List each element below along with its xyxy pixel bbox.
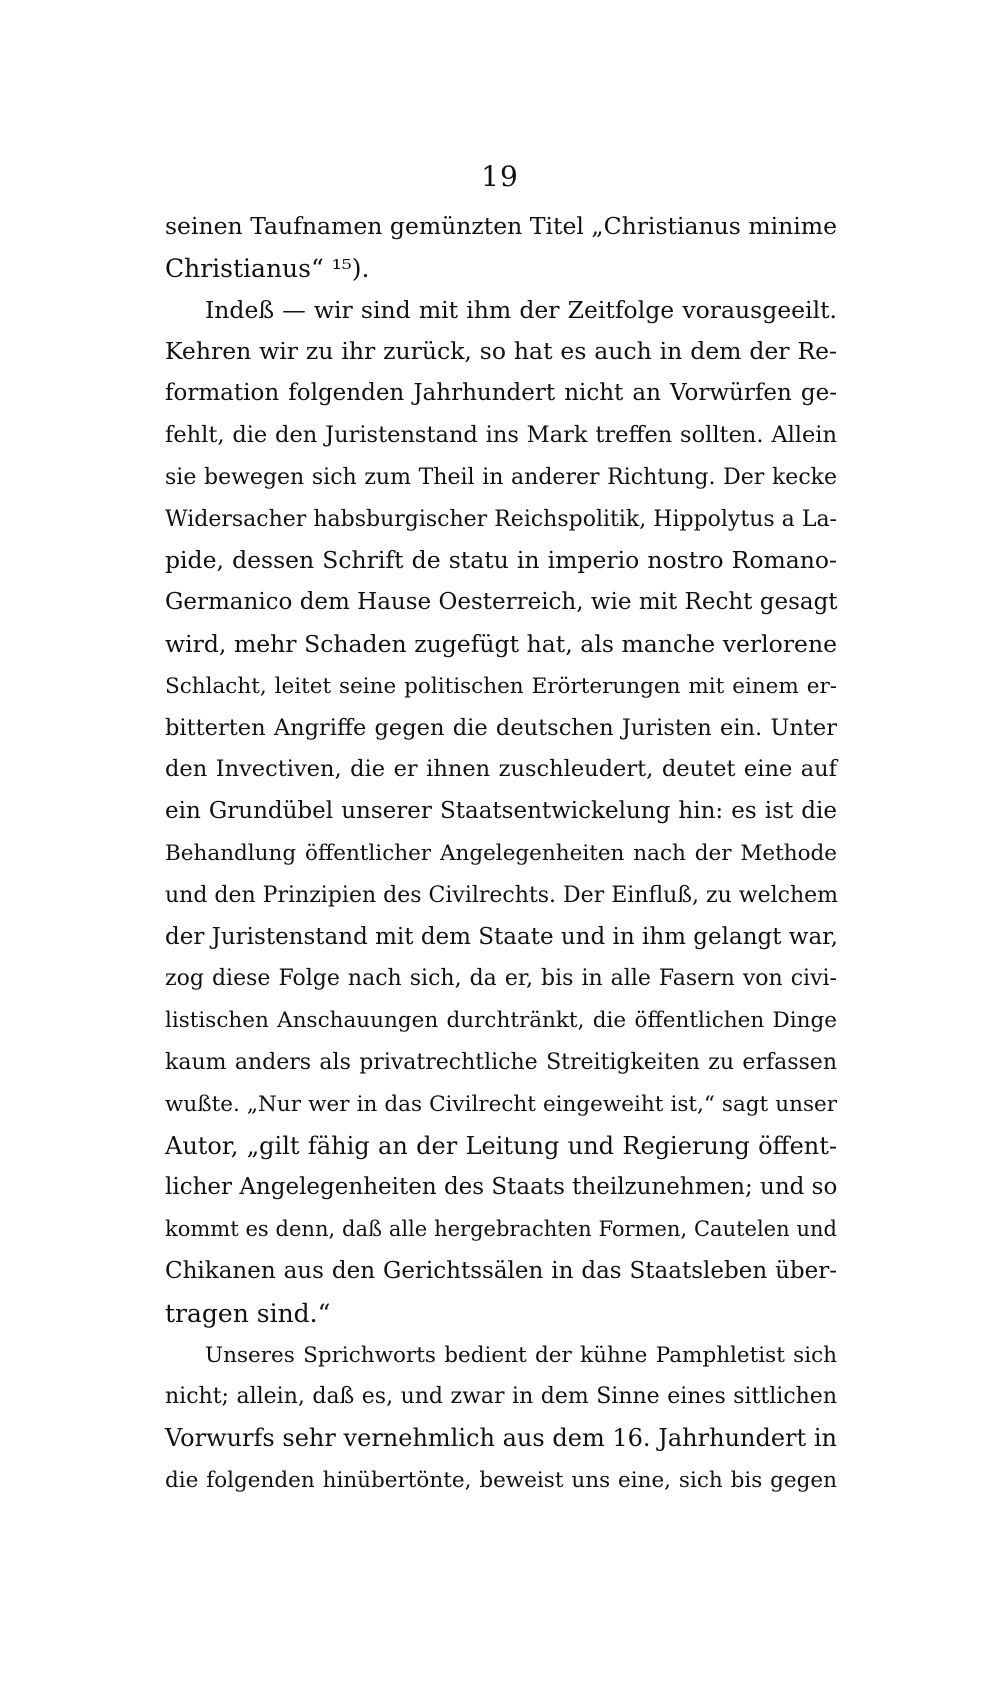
text-line: nicht; allein, daß es, und zwar in dem Sinne eines sittlichen xyxy=(165,1384,837,1410)
text-line: Autor, „gilt fähig an der Leitung und Regierung öffent- xyxy=(165,1131,837,1160)
text-line: tragen sind.“ xyxy=(165,1298,331,1328)
text-line: sie bewegen sich zum Theil in anderer Richtung. Der kecke xyxy=(165,464,837,490)
text-line: licher Angelegenheiten des Staats theilzunehmen; und so xyxy=(165,1174,838,1201)
text-line: Kehren wir zu ihr zurück, so hat es auch in dem der Re- xyxy=(165,337,837,366)
text-line: seinen Taufnamen gemünzten Titel „Christianus minime xyxy=(165,212,837,240)
text-line: den Invectiven, die er ihnen zuschleudert, deutet eine auf xyxy=(165,756,837,783)
text-line: wußte. „Nur wer in das Civilrecht eingeweiht ist,“ sagt unser xyxy=(165,1091,837,1117)
text-line: kaum anders als privatrechtliche Streitigkeiten zu erfassen xyxy=(165,1049,837,1075)
text-line: ein Grundübel unserer Staatsentwickelung hin: es ist die xyxy=(165,798,837,825)
text-line: kommt es denn, daß alle hergebrachten Formen, Cautelen und xyxy=(165,1217,837,1242)
text-line: Indeß — wir sind mit ihm der Zeitfolge vorausgeeilt. xyxy=(205,295,837,324)
text-line: Widersacher habsburgischer Reichspolitik, Hippolytus a La- xyxy=(165,506,837,532)
page-number: 19 xyxy=(481,160,519,193)
text-line: zog diese Folge nach sich, da er, bis in alle Fasern von civi- xyxy=(165,966,837,992)
body-text xyxy=(165,206,837,1502)
text-line: Germanico dem Hause Oesterreich, wie mit Recht gesagt xyxy=(165,589,838,616)
text-line: listischen Anschauungen durchtränkt, die öffentlichen Dinge xyxy=(165,1008,837,1034)
text-line: Schlacht, leitet seine politischen Erörterungen mit einem er- xyxy=(165,673,837,699)
text-line: Unseres Sprichworts bedient der kühne Pamphletist sich xyxy=(205,1342,837,1368)
text-line: pide, dessen Schrift de statu in imperio nostro Romano- xyxy=(165,546,837,575)
text-line: formation folgenden Jahrhundert nicht an Vorwürfen ge- xyxy=(165,380,837,407)
text-line: Vorwurfs sehr vernehmlich aus dem 16. Jahrhundert in xyxy=(165,1424,837,1453)
text-line: der Juristenstand mit dem Staate und in ihm gelangt war, xyxy=(165,923,838,950)
text-line: Chikanen aus den Gerichtssälen in das Staatsleben über- xyxy=(165,1257,837,1284)
text-line: Christianus“ ¹⁵). xyxy=(165,253,370,283)
text-line: und den Prinzipien des Civilrechts. Der Einfluß, zu welchem xyxy=(165,882,838,908)
text-line: Behandlung öffentlicher Angelegenheiten nach der Methode xyxy=(165,840,837,866)
text-line: die folgenden hinübertönte, beweist uns eine, sich bis gegen xyxy=(165,1467,837,1493)
text-line: fehlt, die den Juristenstand ins Mark treffen sollten. Allein xyxy=(165,421,837,448)
text-line: bitterten Angriffe gegen die deutschen Juristen ein. Unter xyxy=(165,714,837,741)
text-line: wird, mehr Schaden zugefügt hat, als manche verlorene xyxy=(165,629,837,658)
